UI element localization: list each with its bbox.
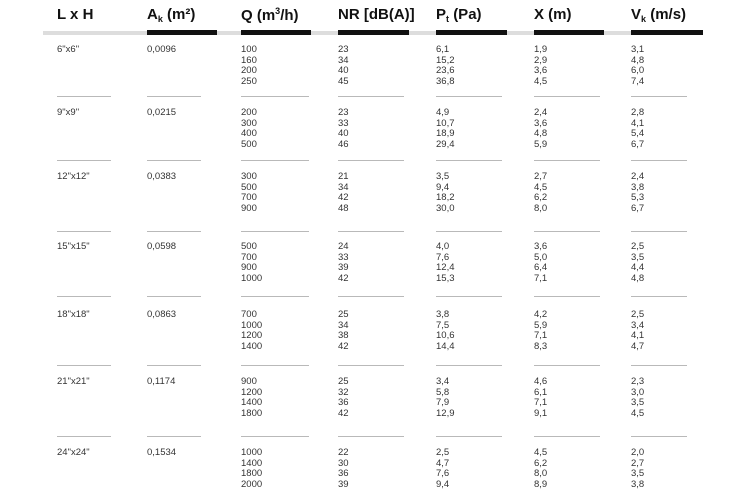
cell-ak: 0,0096: [147, 44, 177, 55]
cell-size: 18"x18": [57, 309, 90, 320]
cell-pt: 3,4 5,8 7,9 12,9: [436, 376, 455, 419]
separator-pt: [436, 436, 502, 437]
separator-ak: [147, 436, 201, 437]
separator-size: [57, 96, 111, 97]
cell-nr: 24 33 39 42: [338, 241, 349, 284]
cell-nr: 21 34 42 48: [338, 171, 349, 214]
header-rule-ak: [147, 30, 217, 35]
separator-size: [57, 436, 111, 437]
separator-size: [57, 160, 111, 161]
header-rule-pt: [436, 30, 507, 35]
header-q-sup: 3: [275, 6, 281, 16]
header-lxh-text: L x H: [57, 6, 94, 23]
header-rule-gap5: [604, 31, 631, 35]
header-nr-text: NR [dB(A)]: [338, 6, 415, 23]
cell-nr: 23 34 40 45: [338, 44, 349, 87]
header-ak-main: A: [147, 6, 158, 23]
cell-size: 6"x6": [57, 44, 80, 55]
cell-q: 900 1200 1400 1800: [241, 376, 263, 419]
cell-q: 200 300 400 500: [241, 107, 257, 150]
cell-pt: 3,5 9,4 18,2 30,0: [436, 171, 455, 214]
separator-x: [534, 436, 600, 437]
cell-ak: 0,1534: [147, 447, 177, 458]
header-rule-gap1: [217, 31, 241, 35]
cell-size: 15"x15": [57, 241, 90, 252]
header-q-main: Q (m: [241, 7, 276, 24]
separator-x: [534, 365, 600, 366]
separator-size: [57, 296, 111, 297]
header-nr: [338, 6, 415, 23]
cell-nr: 22 30 36 39: [338, 447, 349, 490]
header-vk-main: V: [631, 6, 642, 23]
separator-nr: [338, 436, 404, 437]
separator-nr: [338, 231, 404, 232]
header-pt: [436, 6, 482, 24]
separator-nr: [338, 160, 404, 161]
header-vk: [631, 6, 686, 24]
cell-nr: 23 33 40 46: [338, 107, 349, 150]
cell-x: 1,9 2,9 3,6 4,5: [534, 44, 548, 87]
cell-ak: 0,0215: [147, 107, 177, 118]
separator-x: [534, 231, 600, 232]
separator-vk: [631, 365, 687, 366]
cell-size: 9"x9": [57, 107, 80, 118]
separator-pt: [436, 96, 502, 97]
header-rule-lxh: [43, 31, 147, 35]
cell-size: 21"x21": [57, 376, 90, 387]
cell-x: 4,5 6,2 8,0 8,9: [534, 447, 548, 490]
separator-size: [57, 231, 111, 232]
table-header: [0, 0, 750, 40]
cell-ak: 0,1174: [147, 376, 176, 387]
header-rule-q: [241, 30, 311, 35]
cell-vk: 2,8 4,1 5,4 6,7: [631, 107, 645, 150]
separator-nr: [338, 365, 404, 366]
header-rule-vk: [631, 30, 703, 35]
cell-x: 2,7 4,5 6,2 8,0: [534, 171, 548, 214]
cell-vk: 2,3 3,0 3,5 4,5: [631, 376, 645, 419]
header-rule-gap4: [507, 31, 534, 35]
header-pt-sub: t: [446, 14, 450, 24]
separator-x: [534, 296, 600, 297]
separator-q: [241, 436, 309, 437]
header-rule-nr: [338, 30, 409, 35]
separator-q: [241, 96, 309, 97]
separator-ak: [147, 160, 201, 161]
separator-pt: [436, 160, 502, 161]
header-pt-main: P: [436, 6, 447, 23]
header-q-end: /h): [280, 7, 299, 24]
separator-q: [241, 231, 309, 232]
cell-q: 500 700 900 1000: [241, 241, 263, 284]
separator-q: [241, 160, 309, 161]
header-q: [241, 6, 299, 24]
cell-size: 12"x12": [57, 171, 90, 182]
separator-x: [534, 96, 600, 97]
separator-ak: [147, 231, 201, 232]
separator-size: [57, 365, 111, 366]
header-ak-unit: (m²): [167, 6, 196, 23]
separator-ak: [147, 96, 201, 97]
header-x-text: X (m): [534, 6, 572, 23]
separator-vk: [631, 160, 687, 161]
cell-x: 4,2 5,9 7,1 8,3: [534, 309, 548, 352]
header-ak: [147, 6, 195, 24]
header-vk-sub: k: [641, 14, 647, 24]
separator-nr: [338, 296, 404, 297]
separator-q: [241, 365, 309, 366]
cell-x: 4,6 6,1 7,1 9,1: [534, 376, 548, 419]
cell-q: 300 500 700 900: [241, 171, 257, 214]
cell-vk: 2,5 3,4 4,1 4,7: [631, 309, 645, 352]
separator-ak: [147, 365, 201, 366]
cell-vk: 2,0 2,7 3,5 3,8: [631, 447, 645, 490]
separator-vk: [631, 436, 687, 437]
cell-pt: 6,1 15,2 23,6 36,8: [436, 44, 455, 87]
cell-q: 700 1000 1200 1400: [241, 309, 263, 352]
cell-pt: 2,5 4,7 7,6 9,4: [436, 447, 450, 490]
separator-vk: [631, 96, 687, 97]
cell-pt: 4,0 7,6 12,4 15,3: [436, 241, 455, 284]
separator-pt: [436, 231, 502, 232]
separator-nr: [338, 96, 404, 97]
cell-vk: 2,5 3,5 4,4 4,8: [631, 241, 645, 284]
cell-x: 3,6 5,0 6,4 7,1: [534, 241, 548, 284]
cell-nr: 25 32 36 42: [338, 376, 349, 419]
cell-pt: 3,8 7,5 10,6 14,4: [436, 309, 455, 352]
header-vk-unit: (m/s): [650, 6, 687, 23]
separator-ak: [147, 296, 201, 297]
separator-pt: [436, 365, 502, 366]
cell-ak: 0,0598: [147, 241, 177, 252]
separator-vk: [631, 231, 687, 232]
cell-q: 100 160 200 250: [241, 44, 257, 87]
cell-pt: 4,9 10,7 18,9 29,4: [436, 107, 455, 150]
cell-x: 2,4 3,6 4,8 5,9: [534, 107, 548, 150]
cell-nr: 25 34 38 42: [338, 309, 349, 352]
header-x: [534, 6, 572, 23]
cell-q: 1000 1400 1800 2000: [241, 447, 263, 490]
header-pt-unit: (Pa): [453, 6, 482, 23]
cell-vk: 3,1 4,8 6,0 7,4: [631, 44, 645, 87]
cell-vk: 2,4 3,8 5,3 6,7: [631, 171, 645, 214]
separator-x: [534, 160, 600, 161]
separator-vk: [631, 296, 687, 297]
cell-ak: 0,0863: [147, 309, 177, 320]
header-rule-x: [534, 30, 604, 35]
header-ak-sub: k: [157, 14, 163, 24]
header-rule-gap2: [311, 31, 338, 35]
cell-ak: 0,0383: [147, 171, 177, 182]
header-rule-gap3: [409, 31, 436, 35]
cell-size: 24"x24": [57, 447, 90, 458]
separator-q: [241, 296, 309, 297]
header-lxh: [57, 6, 93, 23]
separator-pt: [436, 296, 502, 297]
